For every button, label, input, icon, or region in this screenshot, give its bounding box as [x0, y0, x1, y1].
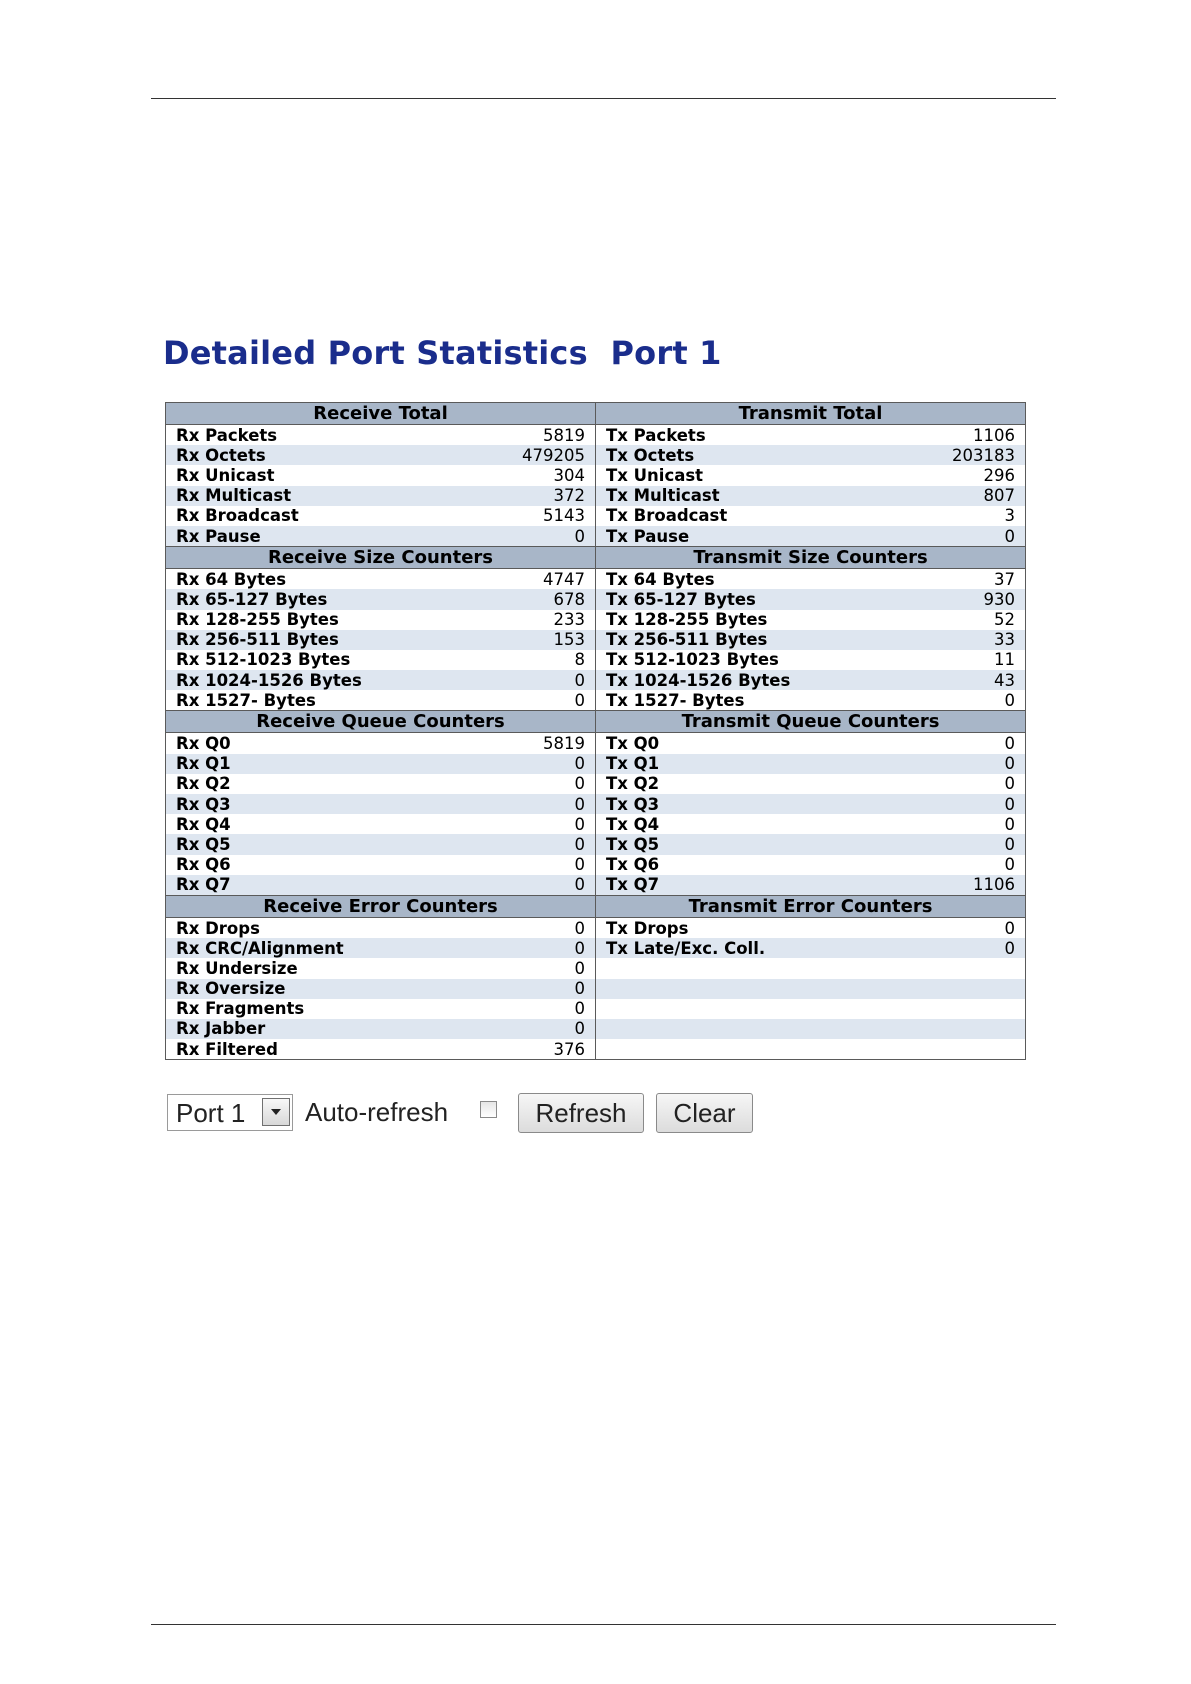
tx-counter-label: Tx 512-1023 Bytes — [606, 650, 779, 670]
tx-counter-label: Tx Pause — [596, 526, 896, 547]
table-row — [166, 425, 1026, 446]
rx-counter-label: Rx Q6 — [176, 855, 231, 875]
table-row — [166, 670, 1026, 690]
section-header-receive: Receive Error Counters — [166, 895, 596, 917]
rx-counter-label: Rx Q7 — [166, 875, 466, 896]
table-row — [166, 569, 1026, 590]
section-header-row — [166, 895, 1026, 917]
top-rule — [151, 98, 1056, 99]
rx-counter-value: 5819 — [466, 425, 596, 446]
section-header-transmit: Transmit Size Counters — [596, 547, 1026, 569]
tx-counter-label: Tx Unicast — [606, 465, 704, 485]
section-header-transmit: Transmit Total — [596, 403, 1026, 425]
auto-refresh-label: Auto-refresh — [305, 1097, 449, 1127]
rx-counter-value: 0 — [466, 754, 596, 774]
table-row — [166, 526, 1026, 547]
tx-counter-value: 0 — [1004, 855, 1016, 875]
page-title: Detailed Port Statistics Port 1 — [163, 334, 722, 372]
rx-counter-value: 0 — [466, 834, 596, 854]
table-row — [166, 610, 1026, 630]
tx-counter-label: Tx 64 Bytes — [606, 569, 715, 589]
tx-counter-value: 0 — [1004, 814, 1016, 834]
table-row — [166, 733, 1026, 754]
table-row — [166, 506, 1026, 526]
rx-counter-label: Rx Q2 — [176, 774, 231, 794]
table-row — [166, 938, 1026, 958]
tx-counter-value: 203183 — [896, 445, 1026, 465]
rx-counter-value: 678 — [466, 589, 596, 609]
rx-counter-value: 0 — [466, 999, 596, 1019]
tx-counter-label: Tx Octets — [596, 445, 896, 465]
tx-counter-value: 0 — [1004, 774, 1016, 794]
port-select-value: Port 1 — [176, 1098, 246, 1128]
tx-counter-label: Tx Q0 — [606, 734, 660, 754]
tx-counter-value: 0 — [1004, 690, 1016, 710]
table-row — [166, 999, 1026, 1019]
chevron-down-icon[interactable] — [262, 1098, 290, 1126]
tx-counter-value: 1106 — [896, 875, 1026, 896]
rx-counter-label: Rx 256-511 Bytes — [166, 630, 466, 650]
rx-counter-value: 479205 — [466, 445, 596, 465]
tx-counter-label: Tx 128-255 Bytes — [606, 610, 768, 630]
rx-counter-label: Rx Fragments — [176, 999, 305, 1019]
table-row — [166, 465, 1026, 485]
rx-counter-value: 0 — [466, 958, 596, 978]
rx-counter-label: Rx Drops — [176, 918, 260, 938]
section-header-transmit: Transmit Queue Counters — [596, 711, 1026, 733]
tx-counter-value: 0 — [896, 794, 1026, 814]
rx-counter-value: 5819 — [466, 733, 596, 754]
rx-counter-label: Rx Unicast — [176, 465, 275, 485]
tx-counter-label: Tx Multicast — [596, 486, 896, 506]
tx-counter-label: Tx Drops — [606, 918, 689, 938]
tx-counter-label: Tx 1024-1526 Bytes — [596, 670, 896, 690]
rx-counter-value: 153 — [466, 630, 596, 650]
tx-counter-value: 33 — [896, 630, 1026, 650]
tx-counter-label: Tx Late/Exc. Coll. — [596, 938, 896, 958]
tx-counter-label: Tx 1527- Bytes — [606, 690, 745, 710]
rx-counter-label: Rx Oversize — [166, 979, 466, 999]
rx-counter-label: Rx Filtered — [176, 1039, 278, 1059]
rx-counter-value: 0 — [466, 670, 596, 690]
rx-counter-label: Rx Q0 — [176, 734, 231, 754]
rx-counter-label: Rx Q1 — [166, 754, 466, 774]
tx-counter-value — [896, 999, 1026, 1019]
table-row — [166, 486, 1026, 506]
table-row — [166, 855, 1026, 875]
tx-counter-value: 0 — [896, 526, 1026, 547]
section-header-receive: Receive Queue Counters — [166, 711, 596, 733]
tx-counter-label: Tx 65-127 Bytes — [596, 589, 896, 609]
tx-counter-label: Tx Q3 — [596, 794, 896, 814]
rx-counter-label: Rx 1024-1526 Bytes — [166, 670, 466, 690]
rx-counter-value: 0 — [466, 690, 596, 711]
section-header-row — [166, 711, 1026, 733]
tx-counter-label — [596, 1039, 896, 1060]
tx-counter-label: Tx Broadcast — [606, 506, 728, 526]
rx-counter-value: 0 — [466, 979, 596, 999]
table-row — [166, 690, 1026, 711]
rx-counter-value: 0 — [466, 855, 596, 875]
tx-counter-label: Tx Q2 — [606, 774, 660, 794]
tx-counter-label: Tx Q1 — [596, 754, 896, 774]
rx-counter-label: Rx Multicast — [166, 486, 466, 506]
table-row — [166, 814, 1026, 834]
rx-counter-value: 0 — [466, 875, 596, 896]
tx-counter-value: 43 — [896, 670, 1026, 690]
tx-counter-value — [896, 958, 1026, 978]
auto-refresh-checkbox[interactable] — [480, 1101, 497, 1118]
tx-counter-value: 3 — [1004, 506, 1016, 526]
rx-counter-label: Rx Undersize — [176, 958, 298, 978]
rx-counter-value: 372 — [466, 486, 596, 506]
rx-counter-value: 0 — [466, 526, 596, 547]
rx-counter-value: 0 — [466, 774, 596, 794]
table-row — [166, 794, 1026, 814]
rx-counter-label: Rx Q5 — [166, 834, 466, 854]
tx-counter-label: Tx 256-511 Bytes — [596, 630, 896, 650]
table-row — [166, 958, 1026, 978]
clear-button[interactable]: Clear — [656, 1093, 753, 1133]
tx-counter-value: 0 — [896, 834, 1026, 854]
tx-counter-label: Tx Q7 — [596, 875, 896, 896]
table-row — [166, 1039, 1026, 1060]
rx-counter-value: 0 — [466, 917, 596, 938]
tx-counter-value: 52 — [994, 610, 1016, 630]
section-header-receive: Receive Total — [166, 403, 596, 425]
rx-counter-label: Rx Jabber — [166, 1019, 466, 1039]
tx-counter-value — [896, 1039, 1026, 1060]
rx-counter-label: Rx 128-255 Bytes — [176, 610, 339, 630]
rx-counter-value: 233 — [466, 610, 596, 630]
section-header-transmit: Transmit Error Counters — [596, 895, 1026, 917]
rx-counter-label: Rx Packets — [176, 425, 278, 445]
tx-counter-label: Tx Q5 — [596, 834, 896, 854]
table-row — [166, 650, 1026, 670]
table-row — [166, 917, 1026, 938]
table-row — [166, 834, 1026, 854]
tx-counter-label — [596, 999, 896, 1019]
table-row — [166, 979, 1026, 999]
tx-counter-value — [896, 979, 1026, 999]
rx-counter-value: 5143 — [466, 506, 596, 526]
rx-counter-label: Rx Broadcast — [176, 506, 299, 526]
table-row — [166, 445, 1026, 465]
table-row — [166, 774, 1026, 794]
section-header-row — [166, 547, 1026, 569]
rx-counter-value: 0 — [466, 814, 596, 834]
rx-counter-value: 8 — [466, 650, 596, 670]
port-statistics-table — [165, 402, 1026, 1060]
refresh-button[interactable]: Refresh — [518, 1093, 644, 1133]
table-row — [166, 630, 1026, 650]
tx-counter-value: 1106 — [973, 425, 1016, 445]
table-row — [166, 589, 1026, 609]
rx-counter-value: 0 — [466, 1019, 596, 1039]
rx-counter-value: 304 — [466, 465, 596, 485]
section-header-row — [166, 403, 1026, 425]
table-row — [166, 875, 1026, 896]
bottom-rule — [151, 1624, 1056, 1625]
rx-counter-value: 0 — [466, 794, 596, 814]
rx-counter-label: Rx Q4 — [176, 814, 231, 834]
tx-counter-label: Tx Q6 — [606, 855, 660, 875]
rx-counter-label: Rx 1527- Bytes — [176, 690, 316, 710]
rx-counter-label: Rx 512-1023 Bytes — [176, 650, 351, 670]
rx-counter-label: Rx 65-127 Bytes — [166, 589, 466, 609]
tx-counter-value: 807 — [896, 486, 1026, 506]
tx-counter-value: 0 — [1004, 734, 1016, 754]
rx-counter-value: 4747 — [466, 569, 596, 590]
tx-counter-value: 0 — [1004, 918, 1016, 938]
rx-counter-label: Rx 64 Bytes — [176, 569, 287, 589]
section-header-receive: Receive Size Counters — [166, 547, 596, 569]
tx-counter-value: 296 — [983, 465, 1016, 485]
rx-counter-label: Rx Pause — [166, 526, 466, 547]
rx-counter-label: Rx CRC/Alignment — [166, 938, 466, 958]
rx-counter-label: Rx Q3 — [166, 794, 466, 814]
rx-counter-value: 0 — [466, 938, 596, 958]
stats-body — [166, 403, 1026, 1060]
tx-counter-label: Tx Q4 — [606, 814, 660, 834]
tx-counter-value: 37 — [994, 569, 1016, 589]
rx-counter-value: 376 — [466, 1039, 596, 1060]
tx-counter-value — [896, 1019, 1026, 1039]
tx-counter-label — [596, 1019, 896, 1039]
tx-counter-label — [596, 958, 896, 978]
table-row — [166, 1019, 1026, 1039]
table-row — [166, 754, 1026, 774]
tx-counter-value: 11 — [994, 650, 1016, 670]
tx-counter-value: 0 — [896, 938, 1026, 958]
rx-counter-label: Rx Octets — [166, 445, 466, 465]
tx-counter-label — [596, 979, 896, 999]
port-select[interactable] — [167, 1094, 293, 1131]
tx-counter-value: 0 — [896, 754, 1026, 774]
tx-counter-value: 930 — [896, 589, 1026, 609]
tx-counter-label: Tx Packets — [606, 425, 706, 445]
